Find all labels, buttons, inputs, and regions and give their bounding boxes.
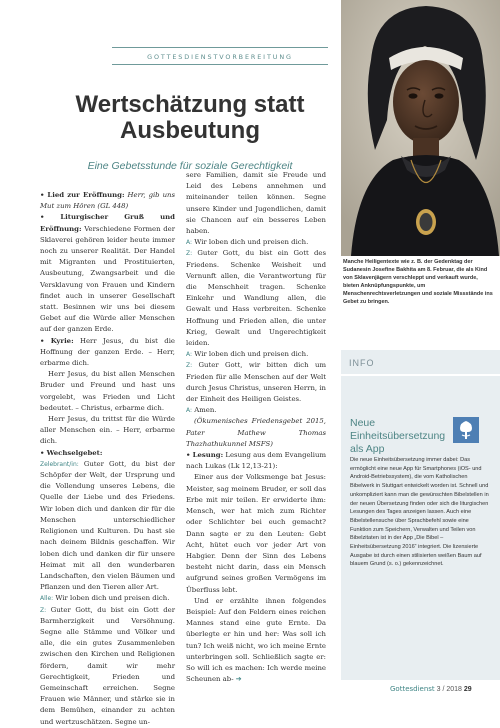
gospel-paragraph-2 — [186, 596, 326, 686]
speaker-label: Zelebrant/in: — [40, 460, 79, 468]
bullet: • — [40, 191, 45, 199]
speaker-label: Z: — [186, 362, 193, 370]
section-label: Kyrie: — [50, 336, 74, 345]
speaker-label: Z: — [40, 606, 47, 614]
section-text: Herr Jesus, du bist die Hoffnung der ganzen Erde. – Herr, erbarme dich. — [40, 336, 175, 368]
section-label: Lied zur Eröffnung: — [47, 191, 125, 199]
gospel-paragraph-1: Einer aus der Volksmenge bat Jesus: Meister, sag meinem Bruder, er soll das Erbe mit mir teilen. Er erwiderte ihm: Mensch, wer hat mich zum Richter oder Schlichter bei euch gemacht? Dann sagte er zu den Leuten: Gebt Acht, hütet euch vor jeder Art von Habgier. Denn der Sinn des Lebens besteht nicht darin, dass ein Mensch aufgrund seines großen Vermögens im Überfluss lebt. — [186, 473, 326, 594]
prayer-alle — [40, 593, 175, 604]
section-label: Liturgischer Gruß und Eröffnung: — [40, 213, 175, 233]
info-box — [341, 350, 500, 680]
footer-magazine: Gottesdienst — [390, 685, 435, 693]
kicker-rule-bottom — [112, 64, 328, 65]
kicker-rule-top — [112, 47, 328, 48]
section-text: Verschiedene Formen der Sklaverei gehören leider heute immer noch zu unserer Realität. Der Handel mit Migranten und Prostituierten, Ausbeutung, Zwangsarbeit und die Versklavung von Frauen und Kindern findet auch in unserer Gesellschaft statt. Besinnen wir uns bei diesem Gebet auf die Würde aller Menschen auf der ganzen Erde. — [40, 224, 175, 334]
speaker-label: Z: — [186, 250, 193, 258]
prayer-text: Guter Gott, wir bitten dich um Frieden für alle Menschen auf der Welt durch Jesus Christus, unseren Herrn, in der Einheit des Heiligen Geistes. — [186, 361, 326, 404]
prayer-z-2 — [186, 248, 326, 349]
info-divider — [341, 374, 500, 376]
article-headline — [40, 92, 340, 144]
section-lesung — [186, 450, 326, 472]
text-column-1 — [40, 190, 175, 728]
section-gruss — [40, 212, 175, 335]
prayer-text: Guter Gott, du bist der Schöpfer der Welt, der Ursprung und die Vollendung unseres Lebens, die Quelle der Liebe und des Friedens. Wir loben dich und danken dir für die Menschen unterschiedlicher Religionen und Kulturen. Du hast sie nach deinem Bildnis geschaffen. Wir loben dich und danken dir für unsere Heimat mit all den wunderbaren Landschaften, den vielen Bäumen und Pflanzen und den Tieren aller Art. — [40, 459, 175, 592]
photo-caption: Manche Heiligentexte wie z. B. der Gedenktag der Sudanesin Josefine Bakhita am 8. Februar, die als Kind von Sklavenjägern verschleppt und verkauft wurde, bieten Anknüpfungspunkte, um Menschenrechtsverletzungen und soziale Missstände ins Gebet zu bringen. — [343, 259, 493, 305]
prayer-text: Wir loben dich und preisen dich. — [194, 350, 309, 359]
section-kicker: GOTTESDIENSTVORBEREITUNG — [147, 53, 293, 61]
kyrie-paragraph-3: Herr Jesus, du trittst für die Würde aller Menschen ein. – Herr, erbarme dich. — [40, 415, 175, 446]
prayer-source: (Ökumenisches Friedensgebet 2015, Pater Mathew Thomas Thazhathukunnel MSFS) — [186, 417, 326, 448]
section-text: Herr, gib uns Mut zum Hören (GL 448) — [40, 191, 175, 211]
prayer-text: Guter Gott, du bist ein Gott des Friedens. Schenke Weisheit und Vernunft allen, die Verantwortung für die Menschheit tragen. Schenke Einkehr und Wandlung allen, die Gewalt und Hass verbreiten. Schenke Hoffnung und Frieden allen, die unter Krieg, Gewalt und Ungerechtigkeit leiden. — [186, 249, 326, 348]
prayer-text: Wir loben dich und preisen dich. — [55, 594, 170, 603]
prayer-a-2 — [186, 349, 326, 360]
footer-issue: 3 / 2018 — [436, 686, 462, 693]
bullet: • — [40, 448, 45, 457]
prayer-text: Wir loben dich und preisen dich. — [194, 238, 309, 247]
bible-app-icon — [453, 417, 479, 443]
speaker-label: Alle: — [40, 595, 54, 603]
kyrie-paragraph-2: Herr Jesus, du bist allen Menschen Bruder und Freund und hast uns vorgelebt, was Frieden und Licht bedeutet. – Christus, erbarme dich. — [40, 370, 175, 412]
section-text: Lesung aus dem Evangelium nach Lukas (Lk 12,13-21): — [186, 451, 326, 471]
prayer-text: Guter Gott, du bist ein Gott der Barmherzigkeit und Versöhnung. Segne alle Stämme und Völker und alle, die ein gutes Zusammenleben zwischen den Kirchen und Religionen fördern, damit wir mehr Gerechtigkeit, Frieden und Gemeinschaft erreichen. Segne Frauen wie Männer, und stärke sie in dem Bemühen, einander zu achten und wertzuschätzen. Segne un- — [40, 605, 175, 726]
prayer-zelebrant — [40, 459, 175, 593]
info-text: Die neue Einheitsübersetzung immer dabei: Das ermöglicht eine neue App für Smartphones (iOS- und Android-Betriebssystem), die vom Katholischen Bibelwerk in Stuttgart entwickelt worden ist. Schnell und unkompliziert kann man die gewünschten Bibelstellen in der neuen Übersetzung finden oder sich die liturgischen Lesungen des Tages anzeigen lassen. Auch eine Bibelstellensuche über Sprachbefehl sowie eine Funktion zum Speichern, Verwalten und Teilen von Bibelzitaten ist in der App „Die Bibel – Einheitsübersetzung 2016“ integriert. Die lizensierte Ausgabe ist durch einen stilisierten weißen Baum auf blauem Grund (s. o.) gekennzeichnet. — [350, 457, 489, 568]
portrait-photo — [341, 0, 500, 256]
section-kyrie — [40, 336, 175, 370]
prayer-z — [40, 605, 175, 728]
continue-arrow-icon: ➔ — [235, 675, 242, 684]
section-wechselgebet — [40, 448, 175, 459]
prayer-amen — [186, 405, 326, 416]
article-subtitle: Eine Gebetsstunde für soziale Gerechtigkeit — [87, 160, 293, 172]
speaker-label: A: — [186, 407, 193, 415]
info-title: Neue Einheitsübersetzung als App — [350, 417, 446, 455]
prayer-text: Amen. — [194, 406, 217, 415]
prayer-z-3 — [186, 360, 326, 405]
bullet: • — [40, 336, 45, 345]
speaker-label: A: — [186, 239, 193, 247]
section-label: Lesung: — [192, 451, 224, 460]
text-column-2 — [186, 170, 326, 685]
speaker-label: A: — [186, 351, 193, 359]
section-label: Wechselgebet: — [46, 448, 103, 457]
portrait-illustration — [341, 0, 500, 256]
bullet: • — [186, 451, 191, 460]
bullet: • — [40, 213, 45, 222]
page-footer — [390, 685, 472, 693]
tree-icon — [453, 417, 479, 443]
prayer-continuation: sere Familien, damit sie Freude und Leid des Lebens annehmen und miteinander teilen können. Segne unsere Kinder und Jugendlichen, damit sie Chancen auf ein besseres Leben haben. — [186, 171, 326, 236]
prayer-a-1 — [186, 237, 326, 248]
headline-line-2: Ausbeutung — [120, 117, 260, 144]
info-label: INFO — [349, 358, 375, 368]
headline-line-1: Wertschätzung statt — [75, 91, 305, 118]
page-number: 29 — [463, 686, 472, 693]
gospel-text: Und er erzählte ihnen folgendes Beispiel: Auf den Feldern eines reichen Mannes stand eine gute Ernte. Da überlegte er hin und her: Was soll ich tun? Ich weiß nicht, wo ich meine Ernte unterbringen soll. Schließlich sagte er: So will ich es machen: Ich werde meine Scheunen ab- — [186, 596, 326, 684]
section-lied — [40, 190, 175, 212]
